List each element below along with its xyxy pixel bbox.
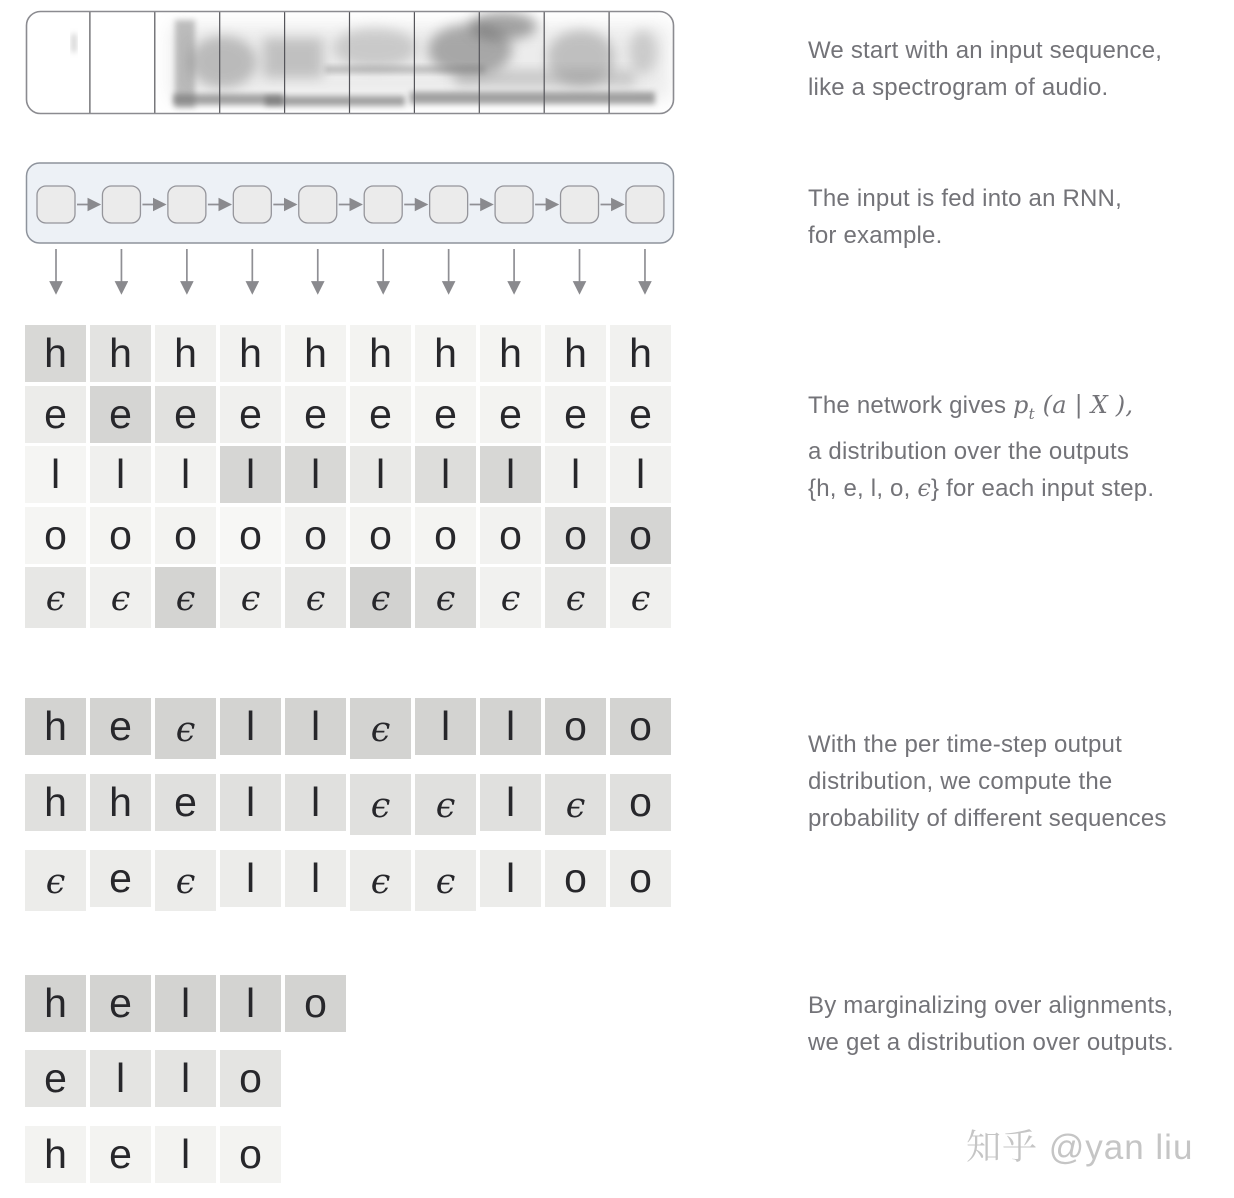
prob-cell: l <box>155 446 216 503</box>
caption-line: The input is fed into an RNN, <box>808 185 1122 212</box>
alignment-cell: o <box>610 850 671 907</box>
output-cell: l <box>155 975 216 1032</box>
output-cell: o <box>220 1050 281 1107</box>
caption-line: With the per time-step output <box>808 731 1122 758</box>
caption-line <box>808 387 1234 433</box>
alignment-cell: l <box>220 774 281 831</box>
watermark: 知乎 @yan liu <box>966 1128 1194 1167</box>
alignment-cell: h <box>90 774 151 831</box>
rnn-unit <box>168 186 206 223</box>
rnn-unit <box>102 186 140 223</box>
prob-cell: ϵ <box>25 567 86 628</box>
output-cell: e <box>25 1050 86 1107</box>
prob-cell: h <box>90 325 151 382</box>
prob-cell: ϵ <box>415 567 476 628</box>
prob-cell: e <box>220 386 281 443</box>
caption-text: {h, e, l, o, <box>808 474 918 502</box>
alignment-cell: l <box>220 698 281 755</box>
prob-cell: h <box>155 325 216 382</box>
prob-cell: l <box>350 446 411 503</box>
rnn-unit <box>37 186 75 223</box>
prob-cell: ϵ <box>90 567 151 628</box>
alignment-cell: h <box>25 698 86 755</box>
output-row-hello <box>25 975 346 1032</box>
prob-cell: e <box>25 386 86 443</box>
output-cell: l <box>155 1126 216 1183</box>
rnn-diagram <box>25 160 675 310</box>
prob-cell: ϵ <box>220 567 281 628</box>
prob-cell: o <box>90 507 151 564</box>
alignment-cell: h <box>25 774 86 831</box>
prob-cell: ϵ <box>350 567 411 628</box>
prob-cell: ϵ <box>610 567 671 628</box>
caption-text: } for each input step. <box>931 474 1155 502</box>
alignment-cell: o <box>545 850 606 907</box>
output-cell: h <box>25 975 86 1032</box>
prob-cell: l <box>545 446 606 503</box>
math-sub-t: t <box>1028 404 1035 423</box>
prob-cell: e <box>90 386 151 443</box>
caption-line: for example. <box>808 222 943 249</box>
alignment-cell: ϵ <box>350 698 411 759</box>
rnn-unit <box>561 186 599 223</box>
caption-line: By marginalizing over alignments, <box>808 992 1174 1019</box>
alignment-cell: ϵ <box>25 850 86 911</box>
prob-cell: h <box>25 325 86 382</box>
probability-grid <box>25 325 671 624</box>
caption-line: like a spectrogram of audio. <box>808 74 1109 101</box>
alignment-cell: ϵ <box>545 774 606 835</box>
prob-cell: o <box>155 507 216 564</box>
prob-cell: ϵ <box>480 567 541 628</box>
prob-cell: e <box>285 386 346 443</box>
alignment-cell: ϵ <box>155 698 216 759</box>
output-row-helo <box>25 1126 281 1183</box>
alignment-cell: l <box>285 698 346 755</box>
caption-text: The network gives <box>808 392 1014 419</box>
alignment-cell: l <box>285 850 346 907</box>
alignment-cell: l <box>285 774 346 831</box>
prob-cell: l <box>610 446 671 503</box>
output-cell: o <box>220 1126 281 1183</box>
prob-cell: ϵ <box>285 567 346 628</box>
caption-marginalize <box>808 987 1234 1061</box>
alignment-row-1 <box>25 698 671 759</box>
caption-line <box>808 470 1234 507</box>
alignment-cell: ϵ <box>350 850 411 911</box>
prob-cell: e <box>350 386 411 443</box>
caption-distribution <box>808 387 1234 507</box>
output-cell: l <box>155 1050 216 1107</box>
alignment-cell: e <box>90 850 151 907</box>
alignment-cell: o <box>610 774 671 831</box>
rnn-unit <box>364 186 402 223</box>
prob-cell: o <box>25 507 86 564</box>
spectrogram <box>25 10 675 115</box>
caption-line: We start with an input sequence, <box>808 37 1163 64</box>
prob-cell: l <box>285 446 346 503</box>
epsilon-symbol: ϵ <box>917 473 931 502</box>
alignment-cell: ϵ <box>155 850 216 911</box>
alignment-cell: l <box>480 774 541 831</box>
math-p: p <box>1013 391 1029 419</box>
alignment-cell: l <box>415 698 476 755</box>
caption-rnn <box>808 180 1234 254</box>
prob-cell: o <box>220 507 281 564</box>
alignment-row-3 <box>25 850 671 911</box>
alignment-cell: ϵ <box>415 774 476 835</box>
prob-cell: h <box>415 325 476 382</box>
alignment-cell: l <box>480 850 541 907</box>
alignment-cell: o <box>610 698 671 755</box>
prob-cell: o <box>350 507 411 564</box>
alignment-cell: o <box>545 698 606 755</box>
prob-cell: o <box>285 507 346 564</box>
alignment-cell: e <box>90 698 151 755</box>
math-expression <box>1013 391 1134 423</box>
prob-cell: l <box>220 446 281 503</box>
rnn-unit <box>430 186 468 223</box>
output-row-ello <box>25 1050 281 1107</box>
prob-cell: l <box>25 446 86 503</box>
caption-line: distribution, we compute the <box>808 768 1113 795</box>
prob-cell: l <box>480 446 541 503</box>
caption-line: a distribution over the outputs <box>808 437 1130 465</box>
spectrogram-texture <box>72 12 670 113</box>
prob-cell: h <box>545 325 606 382</box>
prob-cell: e <box>415 386 476 443</box>
output-cell: o <box>285 975 346 1032</box>
prob-cell: ϵ <box>155 567 216 628</box>
prob-cell: l <box>90 446 151 503</box>
alignment-cell: l <box>220 850 281 907</box>
prob-cell: o <box>610 507 671 564</box>
output-cell: l <box>220 975 281 1032</box>
rnn-unit <box>495 186 533 223</box>
alignment-cell: l <box>480 698 541 755</box>
alignment-cell: ϵ <box>415 850 476 911</box>
output-cell: h <box>25 1126 86 1183</box>
prob-cell: e <box>480 386 541 443</box>
prob-cell: l <box>415 446 476 503</box>
output-cell: e <box>90 1126 151 1183</box>
prob-cell: h <box>480 325 541 382</box>
prob-cell: o <box>415 507 476 564</box>
caption-input-sequence <box>808 32 1234 106</box>
math-tail: (a | X ), <box>1034 391 1134 419</box>
prob-cell: e <box>545 386 606 443</box>
caption-line: probability of different sequences <box>808 805 1167 832</box>
caption-sequences <box>808 726 1234 837</box>
alignment-row-2 <box>25 774 671 835</box>
rnn-unit <box>233 186 271 223</box>
prob-cell: h <box>350 325 411 382</box>
alignment-cell: e <box>155 774 216 831</box>
alignment-cell: ϵ <box>350 774 411 835</box>
output-cell: e <box>90 975 151 1032</box>
prob-cell: o <box>480 507 541 564</box>
prob-cell: e <box>155 386 216 443</box>
prob-cell: ϵ <box>545 567 606 628</box>
prob-cell: o <box>545 507 606 564</box>
prob-cell: e <box>610 386 671 443</box>
output-cell: l <box>90 1050 151 1107</box>
prob-cell: h <box>220 325 281 382</box>
prob-cell: h <box>285 325 346 382</box>
rnn-unit <box>626 186 664 223</box>
caption-line: we get a distribution over outputs. <box>808 1029 1174 1056</box>
prob-cell: h <box>610 325 671 382</box>
rnn-unit <box>299 186 337 223</box>
